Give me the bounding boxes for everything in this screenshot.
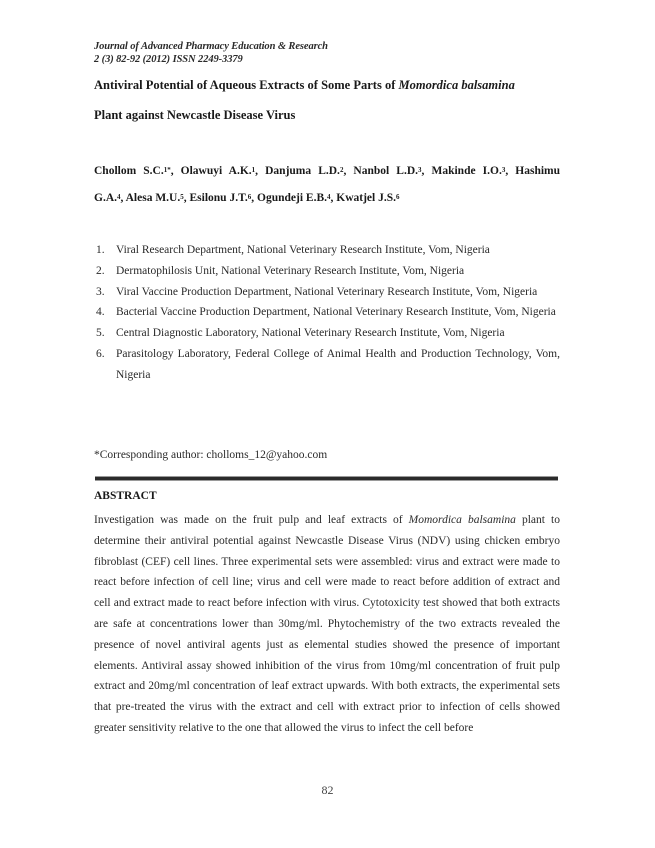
paper-title-line-2: Plant against Newcastle Disease Virus xyxy=(94,108,296,122)
affiliation-item: 2. Dermatophilosis Unit, National Veterinary Research Institute, Vom, Nigeria xyxy=(96,264,465,277)
affiliation-item: 1. Viral Research Department, National Veterinary Research Institute, Vom, Nigeria xyxy=(96,244,490,256)
page-number: 82 xyxy=(321,783,334,797)
journal-name: Journal of Advanced Pharmacy Education & Research xyxy=(94,41,328,52)
author-list-line-1: Chollom S.C.$^{1*}$, Olawuyi A.K.$^1$, Danjuma L.D.$^2$, Nanbol L.D.$^3$, Makinde I.O.$^3$, Hashimu xyxy=(94,165,561,177)
journal-header xyxy=(94,40,328,66)
title-text: Antiviral Potential of Aqueous Extracts of Some Parts of xyxy=(94,78,399,92)
paper-title-line-1 xyxy=(94,78,560,93)
author: Ogundeji E.B.$^4$ xyxy=(257,192,331,204)
title-species: Momordica balsamina xyxy=(398,78,515,92)
author: Danjuma L.D.$^2$ xyxy=(265,165,344,177)
author: Esilonu J.T.$^6$ xyxy=(189,192,252,204)
abstract-paragraph: Investigation was made on the fruit pulp and leaf extracts of Momordica balsamina plant to determine their antiviral potential against Newcastle Disease Virus (NDV) using chicken embryo fibroblast (CEF) cell lines. Three experimental sets were assembled: virus and extract were made to react before infection of cell line; virus and cell were made to react before addition of extract and cell and extract made to react before infection with virus. Cytotoxicity test showed that both extracts are safe at concentrations lower than 30mg/ml. Phytochemistry of the two extracts revealed the presence of novel antiviral agents just as elemental studies showed the presence of important elements. Antiviral assay showed inhibition of the virus from 10mg/ml concentration of fruit pulp extract and 20mg/ml concentration of leaf extract upwards. With both extracts, the experimental sets that pre-treated the virus with the extract and cell with extract prior to infection of cells showed greater sensitivity relative to the one that allowed the virus to infect the cell before xyxy=(94,514,560,734)
abstract-heading: ABSTRACT xyxy=(94,490,157,502)
affiliation-item: 3. Viral Vaccine Production Department, National Veterinary Research Institute, Vom, Nigeria xyxy=(96,285,538,298)
affiliation-item: 5. Central Diagnostic Laboratory, National Veterinary Research Institute, Vom, Nigeria xyxy=(96,327,505,340)
author-list-line-2: G.A.$^4$, Alesa M.U.$^5$, Esilonu J.T.$^6$, Ogundeji E.B.$^4$, Kwatjel J.S.$^6$ xyxy=(94,192,400,204)
author: Nanbol L.D.$^3$ xyxy=(353,165,422,177)
affiliation-list xyxy=(94,240,560,386)
author: Makinde I.O.$^3$ xyxy=(431,165,506,177)
author: Alesa M.U.$^5$ xyxy=(125,192,184,204)
abstract-species: Momordica balsamina xyxy=(408,514,516,526)
author: Chollom S.C.$^{1*}$ xyxy=(94,165,171,177)
author-part: Hashimu xyxy=(515,165,561,177)
corresponding-author: *Corresponding author: cholloms_12@yahoo.com xyxy=(94,449,328,461)
author: Olawuyi A.K.$^1$ xyxy=(180,165,256,177)
author: Kwatjel J.S.$^6$ xyxy=(336,192,400,204)
affiliation-item: 6. Parasitology Laboratory, Federal College of Animal Health and Production Technology, Vom, Nigeria xyxy=(96,347,560,381)
section-divider xyxy=(95,477,558,480)
affiliation-item: 4. Bacterial Vaccine Production Department, National Veterinary Research Institute, Vom, Nigeria xyxy=(96,306,556,319)
journal-citation: 2 (3) 82-92 (2012) ISSN 2249-3379 xyxy=(94,54,243,65)
abstract-body xyxy=(94,510,560,739)
author-part: G.A.$^4$ xyxy=(94,192,121,204)
